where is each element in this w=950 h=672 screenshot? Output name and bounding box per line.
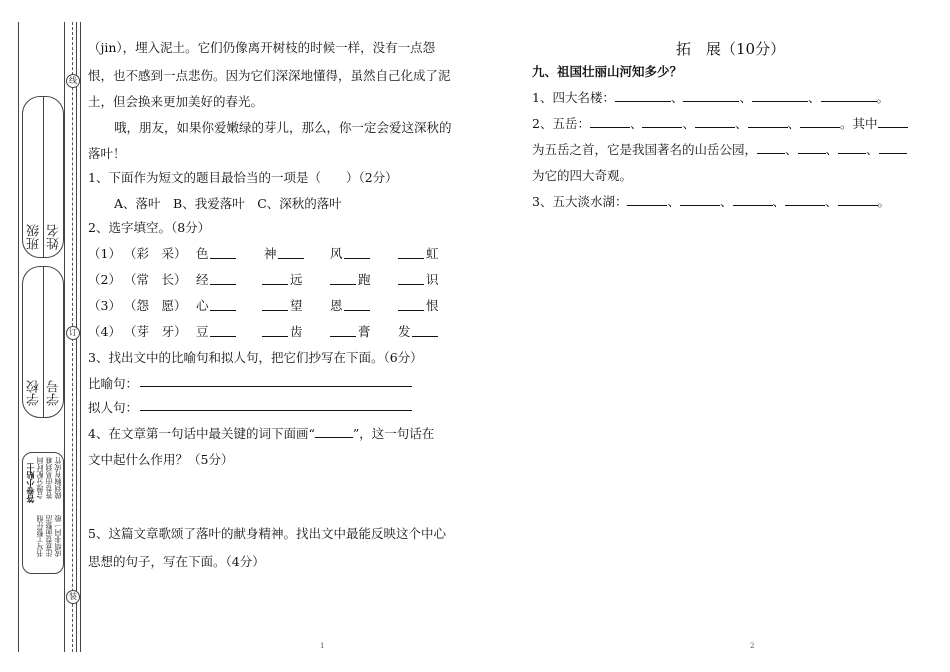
answer-blank[interactable] xyxy=(879,141,907,154)
row-item: 膏 xyxy=(358,324,371,339)
tips-line: 成绩非同一般 xyxy=(54,515,62,557)
answer-blank[interactable] xyxy=(398,272,424,285)
row-item: 识 xyxy=(426,272,439,287)
binding-mark-order: 订 xyxy=(66,326,80,340)
row-number: （4） xyxy=(88,324,121,339)
row-item: 发 xyxy=(398,324,411,339)
row-number: （2） xyxy=(88,272,121,287)
row-item: 经 xyxy=(196,272,209,287)
separator: 、 xyxy=(739,90,752,105)
question-5: 5、这篇文章歌颂了落叶的献身精神。找出文中最能反映这个中心 xyxy=(88,526,446,541)
separator: 、 xyxy=(734,116,748,131)
question-9-2-line-3: 为它的四大奇观。 xyxy=(532,168,633,183)
passage-line: 恨，也不感到一点悲伤。因为它们深深地懂得，虽然自己化成了泥 xyxy=(88,68,451,83)
simile-answer-line[interactable] xyxy=(140,374,412,387)
answer-blank[interactable] xyxy=(752,89,808,102)
personification-answer-line[interactable] xyxy=(140,398,412,411)
separator: 、 xyxy=(682,116,695,131)
answer-blank[interactable] xyxy=(398,246,424,259)
q9-2-park: 为五岳之首，它是我国著名的山岳公园， xyxy=(532,142,758,157)
tips-line: 做到胸有成竹 xyxy=(54,457,62,499)
separator: 、 xyxy=(719,194,733,209)
question-9-2 xyxy=(532,114,908,132)
row-item: 齿 xyxy=(290,324,303,339)
answer-blank[interactable] xyxy=(627,193,667,206)
separator: 、 xyxy=(808,90,821,105)
row-chars: （常 长） xyxy=(124,272,187,287)
answer-blank[interactable] xyxy=(210,246,236,259)
answer-blank[interactable] xyxy=(210,272,236,285)
period: 。 xyxy=(876,90,890,105)
separator: 、 xyxy=(866,142,879,157)
row-number: （1） xyxy=(88,246,121,261)
answer-blank[interactable] xyxy=(878,115,908,128)
school-label: 学校 xyxy=(27,380,42,406)
row-item: 神 xyxy=(264,246,277,261)
separator: 、 xyxy=(629,116,643,131)
row-item: 心 xyxy=(196,298,209,313)
passage-line: （jin），埋入泥土。它们仍像离开树枝的时候一样，没有一点怨 xyxy=(88,40,436,55)
answer-blank[interactable] xyxy=(262,324,288,337)
row-item: 风 xyxy=(330,246,343,261)
row-item: 跑 xyxy=(358,272,371,287)
answer-blank[interactable] xyxy=(262,298,288,311)
passage-line: 落叶！ xyxy=(88,146,126,161)
answer-blank[interactable] xyxy=(398,298,424,311)
separator: 、 xyxy=(825,142,839,157)
question-4-answer-area[interactable] xyxy=(88,470,478,520)
passage-line: 哦，朋友，如果你爱嫩绿的芽儿，那么，你一定会爱这深秋的 xyxy=(114,120,452,135)
q9-1-label: 1、四大名楼： xyxy=(532,90,615,105)
answer-blank[interactable] xyxy=(642,115,682,128)
answer-blank[interactable] xyxy=(590,115,630,128)
question-4-part-a: 4、在文章第一句话中最关键的词下面画“ xyxy=(88,426,315,441)
question-9-3 xyxy=(532,192,890,210)
personification-label: 拟人句： xyxy=(88,400,139,415)
section-heading: 拓 展（10分） xyxy=(676,40,786,58)
row-item: 恨 xyxy=(426,298,439,313)
answer-blank[interactable] xyxy=(838,141,866,154)
answer-blank[interactable] xyxy=(615,89,671,102)
answer-blank[interactable] xyxy=(210,298,236,311)
question-5-line-2: 思想的句子，写在下面。（4分） xyxy=(88,554,265,569)
question-4-line-2: 文中起什么作用？（5分） xyxy=(88,452,234,467)
answer-blank[interactable] xyxy=(344,298,370,311)
q9-2-among: 。其中 xyxy=(840,116,878,131)
number-label: 学号 xyxy=(47,380,62,406)
question-9-2-line-2 xyxy=(532,140,907,158)
question-9-1 xyxy=(532,88,889,106)
binding-mark-line: 线 xyxy=(66,74,80,88)
row-chars: （怨 愿） xyxy=(124,298,187,313)
separator: 、 xyxy=(785,142,798,157)
simile-label: 比喻句： xyxy=(88,376,139,391)
period: 。 xyxy=(877,194,891,209)
tips-line: 答卷由易到难 xyxy=(45,457,53,499)
class-label: 班级 xyxy=(27,224,42,250)
question-1-options: A、落叶 B、我爱落叶 C、深秋的落叶 xyxy=(114,196,342,211)
page-number-left: 1 xyxy=(320,642,325,650)
answer-blank[interactable] xyxy=(733,193,773,206)
q9-3-label: 3、五大淡水湖： xyxy=(532,194,628,209)
question-4 xyxy=(88,424,434,442)
answer-blank[interactable] xyxy=(330,324,356,337)
tips-line: 合理分配时间 xyxy=(36,457,44,499)
q9-2-label: 2、五岳： xyxy=(532,116,590,131)
binding-margin xyxy=(0,0,82,672)
answer-blank[interactable] xyxy=(330,272,356,285)
binding-mark-bind: 装 xyxy=(66,590,80,604)
answer-blank[interactable] xyxy=(680,193,720,206)
answer-blank[interactable] xyxy=(683,89,739,102)
answer-blank[interactable] xyxy=(757,141,785,154)
answer-blank[interactable] xyxy=(821,89,877,102)
row-chars: （芽 牙） xyxy=(124,324,187,339)
answer-blank[interactable] xyxy=(785,193,825,206)
row-item: 虹 xyxy=(426,246,439,261)
row-item: 色 xyxy=(196,246,209,261)
row-number: （3） xyxy=(88,298,121,313)
answer-blank[interactable] xyxy=(412,324,438,337)
row-item: 远 xyxy=(290,272,303,287)
answer-tips xyxy=(22,452,64,574)
answer-blank[interactable] xyxy=(262,272,288,285)
question-1: 1、下面作为短文的题目最恰当的一项是（ ）（2分） xyxy=(88,170,398,185)
page-number-right: 2 xyxy=(750,642,755,650)
tips-line: 注意卷面整洁 xyxy=(45,515,53,557)
answer-blank[interactable] xyxy=(800,115,840,128)
row-item: 豆 xyxy=(196,324,209,339)
row-item: 望 xyxy=(290,298,303,313)
tips-line: 书写工整仔细 xyxy=(36,515,44,557)
tips-title: 答卷小贴士 xyxy=(25,463,35,503)
separator: 、 xyxy=(787,116,801,131)
separator: 、 xyxy=(772,194,786,209)
answer-blank[interactable] xyxy=(344,246,370,259)
separator: 、 xyxy=(825,194,838,209)
question-3: 3、找出文中的比喻句和拟人句，把它们抄写在下面。（6分） xyxy=(88,350,423,365)
underline-sample xyxy=(315,425,353,438)
answer-blank[interactable] xyxy=(838,193,878,206)
name-label: 姓名 xyxy=(47,224,62,250)
question-5-answer-area[interactable] xyxy=(88,572,478,632)
answer-blank[interactable] xyxy=(278,246,304,259)
row-item: 恩 xyxy=(330,298,343,313)
answer-blank[interactable] xyxy=(748,115,788,128)
answer-blank[interactable] xyxy=(695,115,735,128)
answer-blank[interactable] xyxy=(210,324,236,337)
question-4-part-b: ”，这一句话在 xyxy=(352,426,435,441)
separator: 、 xyxy=(667,194,680,209)
question-9: 九、祖国壮丽山河知多少？ xyxy=(532,64,683,79)
passage-line: 土，但会换来更加美好的春光。 xyxy=(88,94,264,109)
row-chars: （彩 采） xyxy=(124,246,187,261)
question-2: 2、选字填空。（8分） xyxy=(88,220,211,235)
answer-blank[interactable] xyxy=(798,141,826,154)
separator: 、 xyxy=(670,90,684,105)
